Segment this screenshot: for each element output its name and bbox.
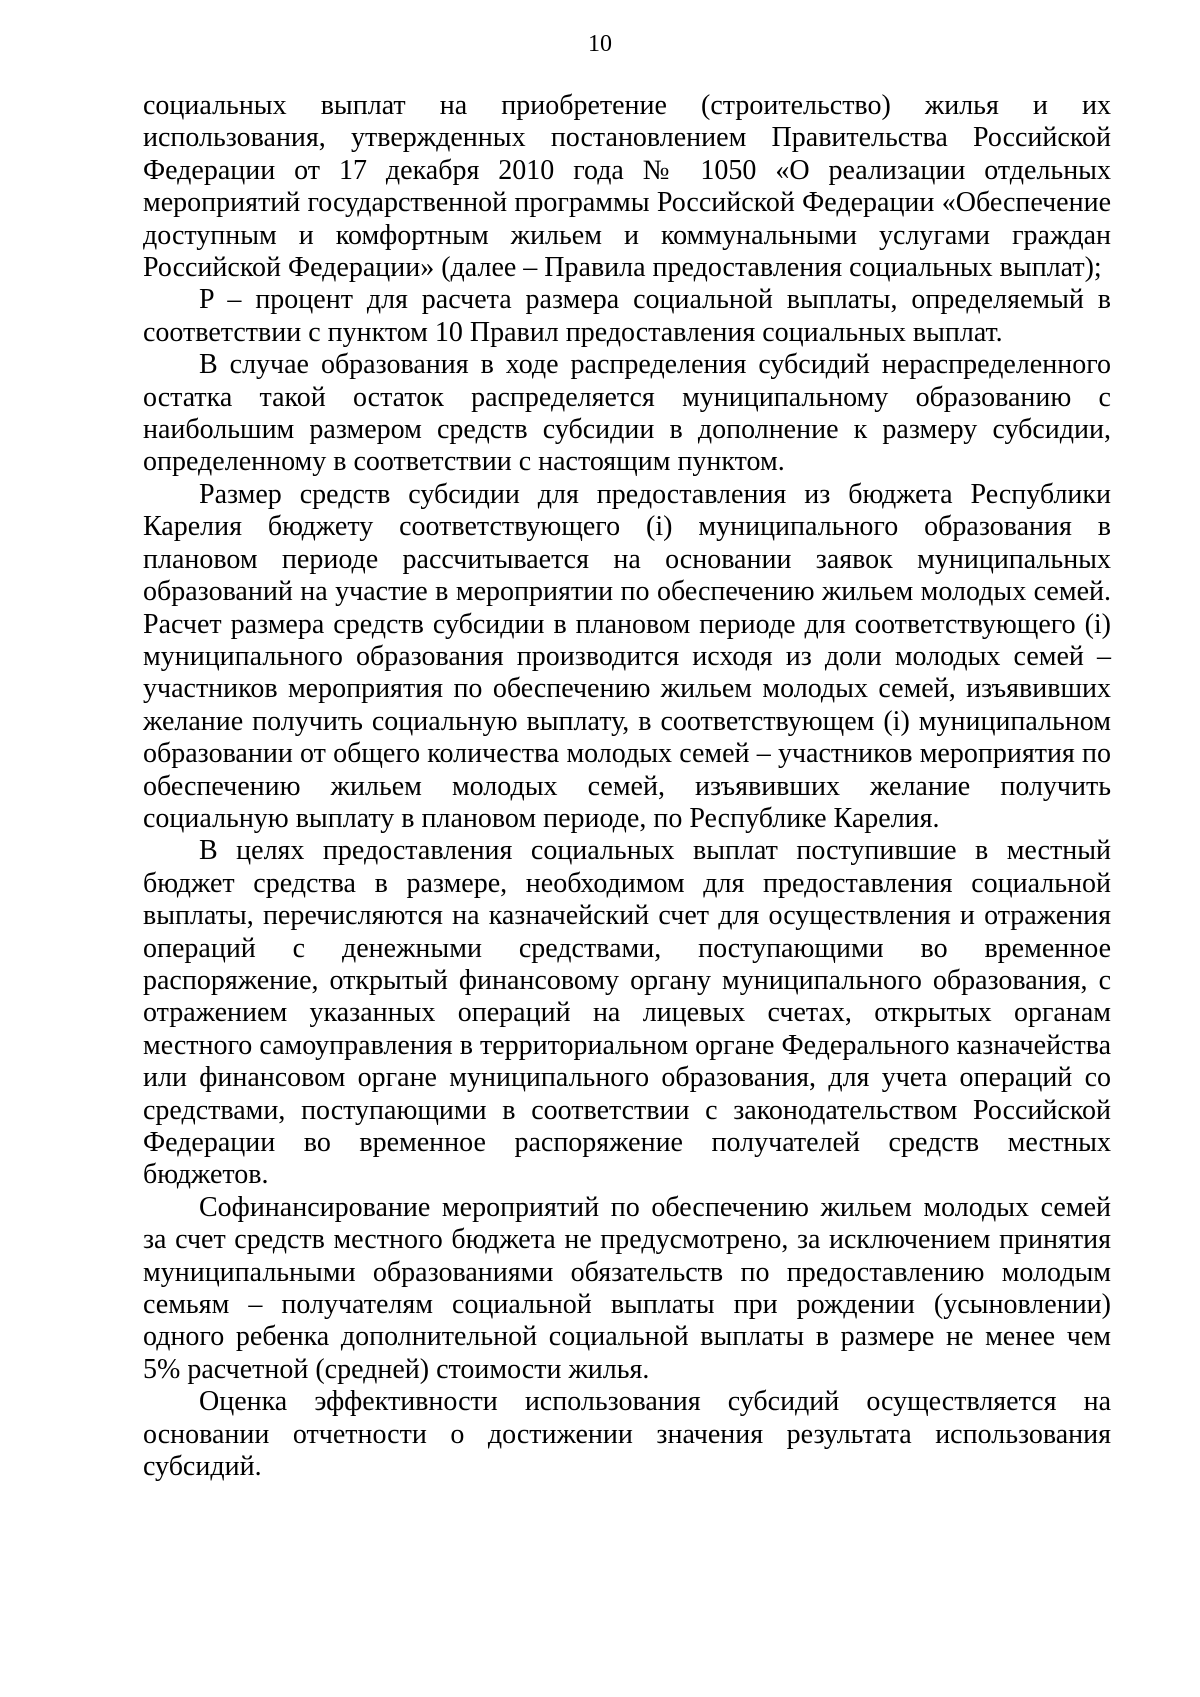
paragraph-unallocated-remainder: В случае образования в ходе распределения субсидий нераспределенного остатка такой остаток распределяется муниципальному образованию с наибольшим размером средств субсидии в дополнение к размеру субсидии, определенному в соответствии с настоящим пунктом.: [143, 349, 1111, 478]
page-number: 10: [588, 31, 612, 57]
paragraph-p-definition: P – процент для расчета размера социальной выплаты, определяемый в соответствии с пунктом 10 Правил предоставления социальных выплат.: [143, 284, 1111, 348]
paragraph-cofinancing: Софинансирование мероприятий по обеспечению жильем молодых семей за счет средств местного бюджета не предусмотрено, за исключением принятия муниципальными образованиями обязательств по предоставлению молодым семьям – получателям социальной выплаты при рождении (усыновлении) одного ребенка дополнительной социальной выплаты в размере не менее чем 5% расчетной (средней) стоимости жилья.: [143, 1191, 1111, 1385]
document-body: [143, 90, 1111, 1483]
paragraph-treasury-account: В целях предоставления социальных выплат поступившие в местный бюджет средства в размере, необходимом для предоставления социальной выплаты, перечисляются на казначейский счет для осуществления и отражения операций с денежными средствами, поступающими во временное распоряжение, открытый финансовому органу муниципального образования, с отражением указанных операций на лицевых счетах, открытых органам местного самоуправления в территориальном органе Федерального казначейства или финансовом органе муниципального образования, для учета операций со средствами, поступающими в соответствии с законодательством Российской Федерации во временное распоряжение получателей средств местных бюджетов.: [143, 835, 1111, 1191]
paragraph-planned-period-subsidy: Размер средств субсидии для предоставления из бюджета Республики Карелия бюджету соответствующего (i) муниципального образования в плановом периоде рассчитывается на основании заявок муниципальных образований на участие в мероприятии по обеспечению жильем молодых семей. Расчет размера средств субсидии в плановом периоде для соответствующего (i) муниципального образования производится исходя из доли молодых семей – участников мероприятия по обеспечению жильем молодых семей, изъявивших желание получить социальную выплату, в соответствующем (i) муниципальном образовании от общего количества молодых семей – участников мероприятия по обеспечению жильем молодых семей, изъявивших желание получить социальную выплату в плановом периоде, по Республике Карелия.: [143, 478, 1111, 834]
paragraph-continuation: социальных выплат на приобретение (строительство) жилья и их использования, утвержденных постановлением Правительства Российской Федерации от 17 декабря 2010 года № 1050 «О реализации отдельных мероприятий государственной программы Российской Федерации «Обеспечение доступным и комфортным жильем и коммунальными услугами граждан Российской Федерации» (далее – Правила предоставления социальных выплат);: [143, 90, 1111, 284]
paragraph-efficiency-assessment: Оценка эффективности использования субсидий осуществляется на основании отчетности о достижении значения результата использования субсидий.: [143, 1386, 1111, 1483]
